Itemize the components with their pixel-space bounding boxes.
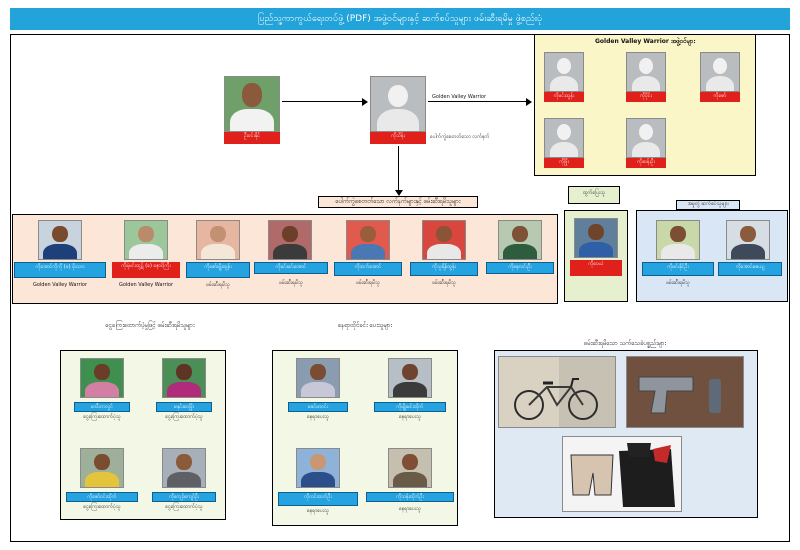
mid-member-photo xyxy=(422,220,466,260)
bottom-left-photo xyxy=(80,358,124,398)
bottom-mid-caption: နေရာပေးသူ xyxy=(307,508,329,514)
blue-member-label: ကိုမင်းနိုင်ဦး xyxy=(642,262,714,276)
bottom-mid-caption: နေရာပေးသူ xyxy=(307,414,329,420)
mid-member-label: ကိုနေလင်းဦး xyxy=(486,262,554,274)
mid-member-photo xyxy=(268,220,312,260)
blue-member-photo xyxy=(726,220,770,260)
gvw-member-photo xyxy=(544,52,584,92)
gvw-member-label: ကိုဝိုင်း xyxy=(626,92,666,102)
bottom-mid-caption: နေရာပေးသူ xyxy=(399,506,421,512)
bottom-mid-label: ကိုလင်းထက်ဦး xyxy=(278,492,358,506)
mid-member-label: ကိုဇော်မျိုးထွန်း xyxy=(186,262,250,278)
mid-member-photo xyxy=(346,220,390,260)
mid-member-label: ကိုအောင်ကိုကို (ခ) ဖိုးသား xyxy=(14,262,106,278)
gvw-member-label: ကိုမင်းထွန်း xyxy=(544,92,584,102)
gvw-member-label: ကိုဇော် xyxy=(700,92,740,102)
gvw-member-photo xyxy=(544,118,584,158)
center-photo xyxy=(370,76,426,132)
bottom-mid-photo xyxy=(296,358,340,398)
bottom-left-label: ကိုကျော်ကျော်ဦး xyxy=(152,492,216,502)
clothing-icon xyxy=(563,437,682,512)
bottom-mid-photo xyxy=(388,358,432,398)
bottom-right-title: ဖမ်းဆီးရမိသော သက်သေခံပစ္စည်းများ xyxy=(583,340,667,347)
leader-photo xyxy=(224,76,280,132)
bottom-left-label: မနှင်းဝေဖြိုး xyxy=(156,402,212,412)
bottom-left-caption: ငွေကြေးထောက်ပံ့သူ xyxy=(165,414,203,420)
bottom-mid-label: မခင်မာဝင်း xyxy=(288,402,348,412)
evidence-bicycle-photo xyxy=(498,356,616,428)
blue-member-label: ကိုအောင်ဇေယျ xyxy=(718,262,782,276)
gvw-member-photo xyxy=(626,118,666,158)
mid-member-label: ကိုရဲမင်းထွဋ် (ခ) နောင်ကြီး xyxy=(112,262,180,278)
mid-member-photo xyxy=(498,220,542,260)
bottom-left-label: ကိုဇော်ဝင်းထိုက် xyxy=(66,492,138,502)
bottom-left-caption: ငွေကြေးထောက်ပံ့သူ xyxy=(83,504,121,510)
mid-member-photo xyxy=(38,220,82,260)
center-label: ကိုသိန်း xyxy=(370,132,426,144)
green-title: ထွက်ပြေးသူ xyxy=(582,190,606,196)
gun-icon xyxy=(627,357,744,428)
bottom-mid-title: နေရာထိုင်ခင်း ပေးသူများ xyxy=(338,322,392,329)
bicycle-icon xyxy=(499,357,616,428)
bottom-mid-photo xyxy=(296,448,340,488)
gvw-member-photo xyxy=(700,52,740,92)
bottom-left-title: ငွေကြေးထောက်ပံ့မှုဖြင့် ဖမ်းဆီးရမိသူများ xyxy=(105,322,195,329)
arrowhead-icon xyxy=(362,98,368,106)
evidence-gun-photo xyxy=(626,356,744,428)
gvw-member-label: ကိုဆန်းဦး xyxy=(626,158,666,168)
mid-member-caption: ဖမ်းဆီးရမိသူ xyxy=(356,280,380,286)
mid-member-caption: ဖမ်းဆီးရမိသူ xyxy=(279,280,303,286)
bottom-mid-photo xyxy=(388,448,432,488)
arrow-center-to-mid xyxy=(398,146,399,192)
green-member-label: ကိုဝေယံ xyxy=(570,260,622,276)
arrow-text: Golden Valley Warrior xyxy=(432,94,487,100)
bottom-mid-label: ကိုမျိုးမင်းထိုက် xyxy=(374,402,446,412)
bottom-left-photo xyxy=(162,448,206,488)
center-caption: ပေါက်ကွဲစေတတ်သော လက်နက် xyxy=(430,134,490,140)
mid-member-label: ကိုမင်းမင်းအောင် xyxy=(254,262,328,274)
blue-member-photo xyxy=(656,220,700,260)
mid-member-label: ကိုထက်အောင် xyxy=(334,262,402,276)
arrow-leader-to-center xyxy=(282,101,364,102)
gvw-member-photo xyxy=(626,52,666,92)
bottom-mid-label: ကိုသန်းထိုက်ဦး xyxy=(366,492,454,502)
mid-member-label: ကိုသူရိန်ထွန်း xyxy=(410,262,478,276)
page-banner: ပြည်သူ့ကာကွယ်ရေးတပ်ဖွဲ့ (PDF) အဖွဲ့ဝင်များနှင့် ဆက်စပ်သူများ ဖမ်းဆီးရမိမှု ဖွဲ့စည်းပုံ xyxy=(10,8,790,30)
gvw-title: Golden Valley Warrior အဖွဲ့ဝင်များ xyxy=(595,38,695,45)
blue-member-caption: ဖမ်းဆီးရမိသူ xyxy=(666,280,690,286)
mid-member-photo xyxy=(124,220,168,260)
bottom-left-caption: ငွေကြေးထောက်ပံ့သူ xyxy=(165,504,203,510)
mid-member-caption: Golden Valley Warrior xyxy=(118,282,174,288)
mid-member-caption: ဖမ်းဆီးရမိသူ xyxy=(432,280,456,286)
arrowhead-icon xyxy=(526,98,532,106)
evidence-clothes-photo xyxy=(562,436,682,512)
mid-member-caption: ဖမ်းဆီးရမိသူ xyxy=(206,282,230,288)
bottom-left-photo xyxy=(162,358,206,398)
gvw-member-label: ကိုဖြိုး xyxy=(544,158,584,168)
green-member-photo xyxy=(574,218,618,258)
mid-member-caption: Golden Valley Warrior xyxy=(32,282,88,288)
bottom-left-caption: ငွေကြေးထောက်ပံ့သူ xyxy=(83,414,121,420)
bottom-left-photo xyxy=(80,448,124,488)
mid-title: ပေါက်ကွဲစေတတ်သော လက်နက်များနှင့် ဖမ်းဆီးရမိသူများ xyxy=(335,198,461,205)
arrow-center-to-gvw xyxy=(428,101,528,102)
blue-title: အမှုတွဲ ဆက်စပ်သူများ xyxy=(687,201,729,207)
bottom-left-label: မသီတာလွင် xyxy=(74,402,130,412)
bottom-mid-caption: နေရာပေးသူ xyxy=(399,414,421,420)
leader-label: ဦးဝင်းနိုင် xyxy=(224,132,280,144)
mid-member-photo xyxy=(196,220,240,260)
